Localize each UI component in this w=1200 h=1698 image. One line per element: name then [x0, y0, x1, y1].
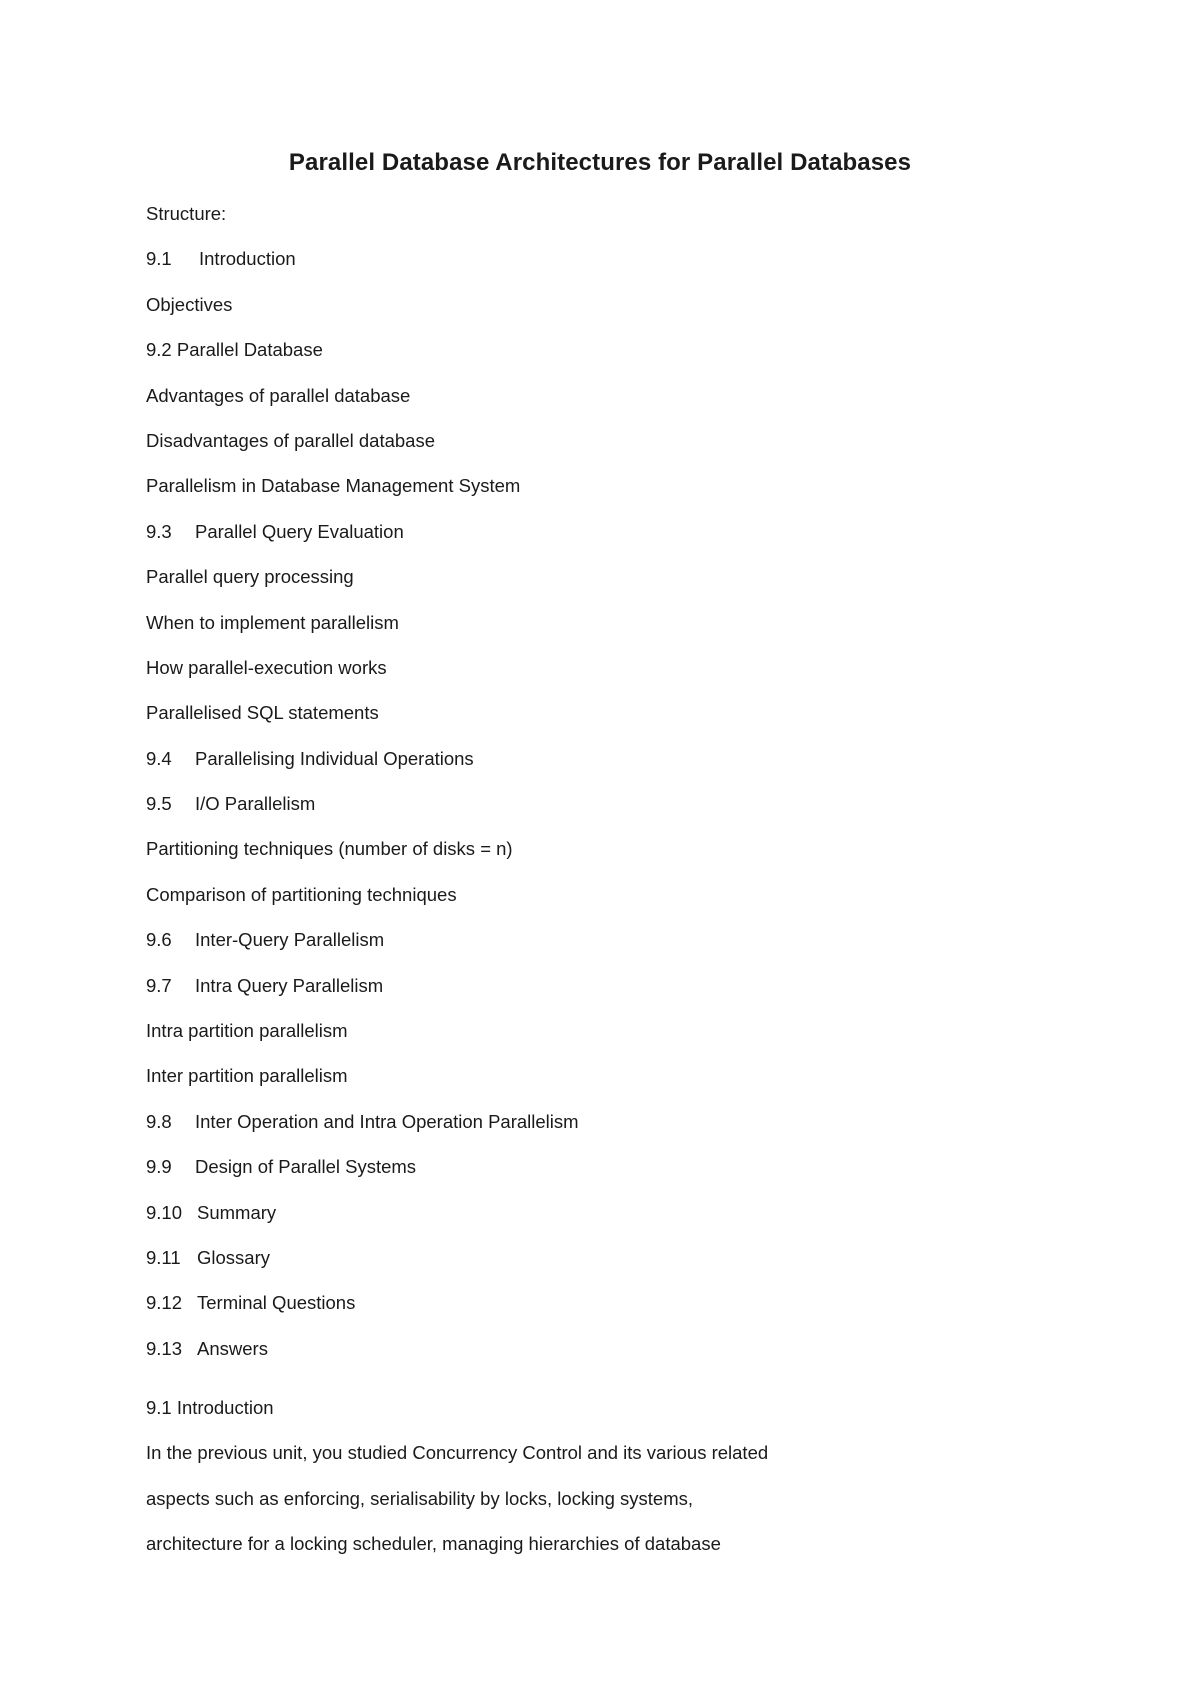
toc-entry	[146, 291, 579, 336]
toc-entry-text: Parallelising Individual Operations	[195, 747, 474, 769]
toc-entry	[146, 1108, 579, 1153]
toc-entry-text: I/O Parallelism	[195, 793, 316, 815]
toc-entry-number: 9.13	[146, 1337, 183, 1359]
toc-entry-number: 9.12	[146, 1292, 183, 1314]
table-of-contents	[146, 200, 579, 1380]
toc-entry-number: 9.8	[146, 1110, 172, 1132]
page-title: Parallel Database Architectures for Parallel Databases	[288, 149, 912, 176]
paragraph-line: aspects such as enforcing, serialisability by locks, locking systems,	[146, 1487, 693, 1509]
toc-entry-number: 9.4	[146, 747, 172, 769]
toc-entry-text: Summary	[197, 1201, 277, 1223]
toc-entry-text: How parallel-execution works	[146, 656, 387, 678]
paragraph-line: In the previous unit, you studied Concurrency Control and its various related	[146, 1442, 769, 1464]
toc-entry	[146, 563, 579, 608]
toc-entry	[146, 1153, 579, 1198]
toc-entry	[146, 926, 579, 971]
toc-entry	[146, 1335, 579, 1380]
toc-entry-text: Terminal Questions	[197, 1292, 356, 1314]
toc-entry	[146, 609, 579, 654]
toc-entry	[146, 654, 579, 699]
toc-entry	[146, 427, 579, 472]
toc-entry-number: 9.7	[146, 974, 172, 996]
toc-entry-number: 9.1	[146, 248, 172, 270]
toc-entry-text: Parallelism in Database Management System	[146, 475, 521, 497]
toc-entry-text: Disadvantages of parallel database	[146, 429, 435, 451]
toc-entry	[146, 472, 579, 517]
toc-entry	[146, 1289, 579, 1334]
introduction-section	[146, 1394, 768, 1576]
toc-entry	[146, 1244, 579, 1289]
toc-entry-text: Design of Parallel Systems	[195, 1156, 417, 1178]
toc-entry-number: 9.10	[146, 1201, 183, 1223]
toc-entry	[146, 881, 579, 926]
toc-entry	[146, 336, 579, 381]
toc-entry-text: Parallel Query Evaluation	[195, 520, 404, 542]
toc-entry-text: Inter partition parallelism	[146, 1065, 348, 1087]
toc-entry-text: Intra Query Parallelism	[195, 974, 384, 996]
toc-entry-text: Advantages of parallel database	[146, 384, 411, 406]
toc-entry	[146, 518, 579, 563]
toc-entry-text: 9.2 Parallel Database	[146, 339, 323, 361]
toc-entry-text: Glossary	[197, 1246, 270, 1268]
toc-entry-text: When to implement parallelism	[146, 611, 399, 633]
toc-entry-text: Comparison of partitioning techniques	[146, 883, 457, 905]
toc-entry-text: Intra partition parallelism	[146, 1020, 348, 1042]
toc-entry-text: Inter-Query Parallelism	[195, 929, 385, 951]
structure-label: Structure:	[146, 203, 227, 224]
toc-entry-number: 9.11	[146, 1246, 181, 1268]
toc-entry-number: 9.6	[146, 929, 172, 951]
paragraph-line: architecture for a locking scheduler, managing hierarchies of database	[146, 1533, 721, 1555]
toc-entry-text: Inter Operation and Intra Operation Parallelism	[195, 1110, 579, 1132]
toc-entry	[146, 972, 579, 1017]
section-heading: 9.1 Introduction	[146, 1397, 274, 1418]
toc-entry	[146, 1199, 579, 1244]
toc-entry	[146, 1062, 579, 1107]
toc-entry-number: 9.9	[146, 1156, 172, 1178]
toc-entry-number: 9.5	[146, 793, 172, 815]
toc-entry	[146, 382, 579, 427]
toc-entry	[146, 245, 579, 290]
toc-entry-text: Parallelised SQL statements	[146, 702, 379, 724]
toc-entry	[146, 699, 579, 744]
toc-entry-text: Partitioning techniques (number of disks = n)	[146, 838, 513, 860]
toc-entry	[146, 745, 579, 790]
toc-entry-number: 9.3	[146, 520, 172, 542]
toc-entry-text: Parallel query processing	[146, 566, 354, 588]
toc-entry	[146, 790, 579, 835]
toc-entry-text: Objectives	[146, 293, 233, 315]
toc-entry	[146, 1017, 579, 1062]
toc-entry-text: Introduction	[199, 248, 296, 270]
toc-entry	[146, 835, 579, 880]
toc-entry-text: Answers	[197, 1337, 268, 1359]
